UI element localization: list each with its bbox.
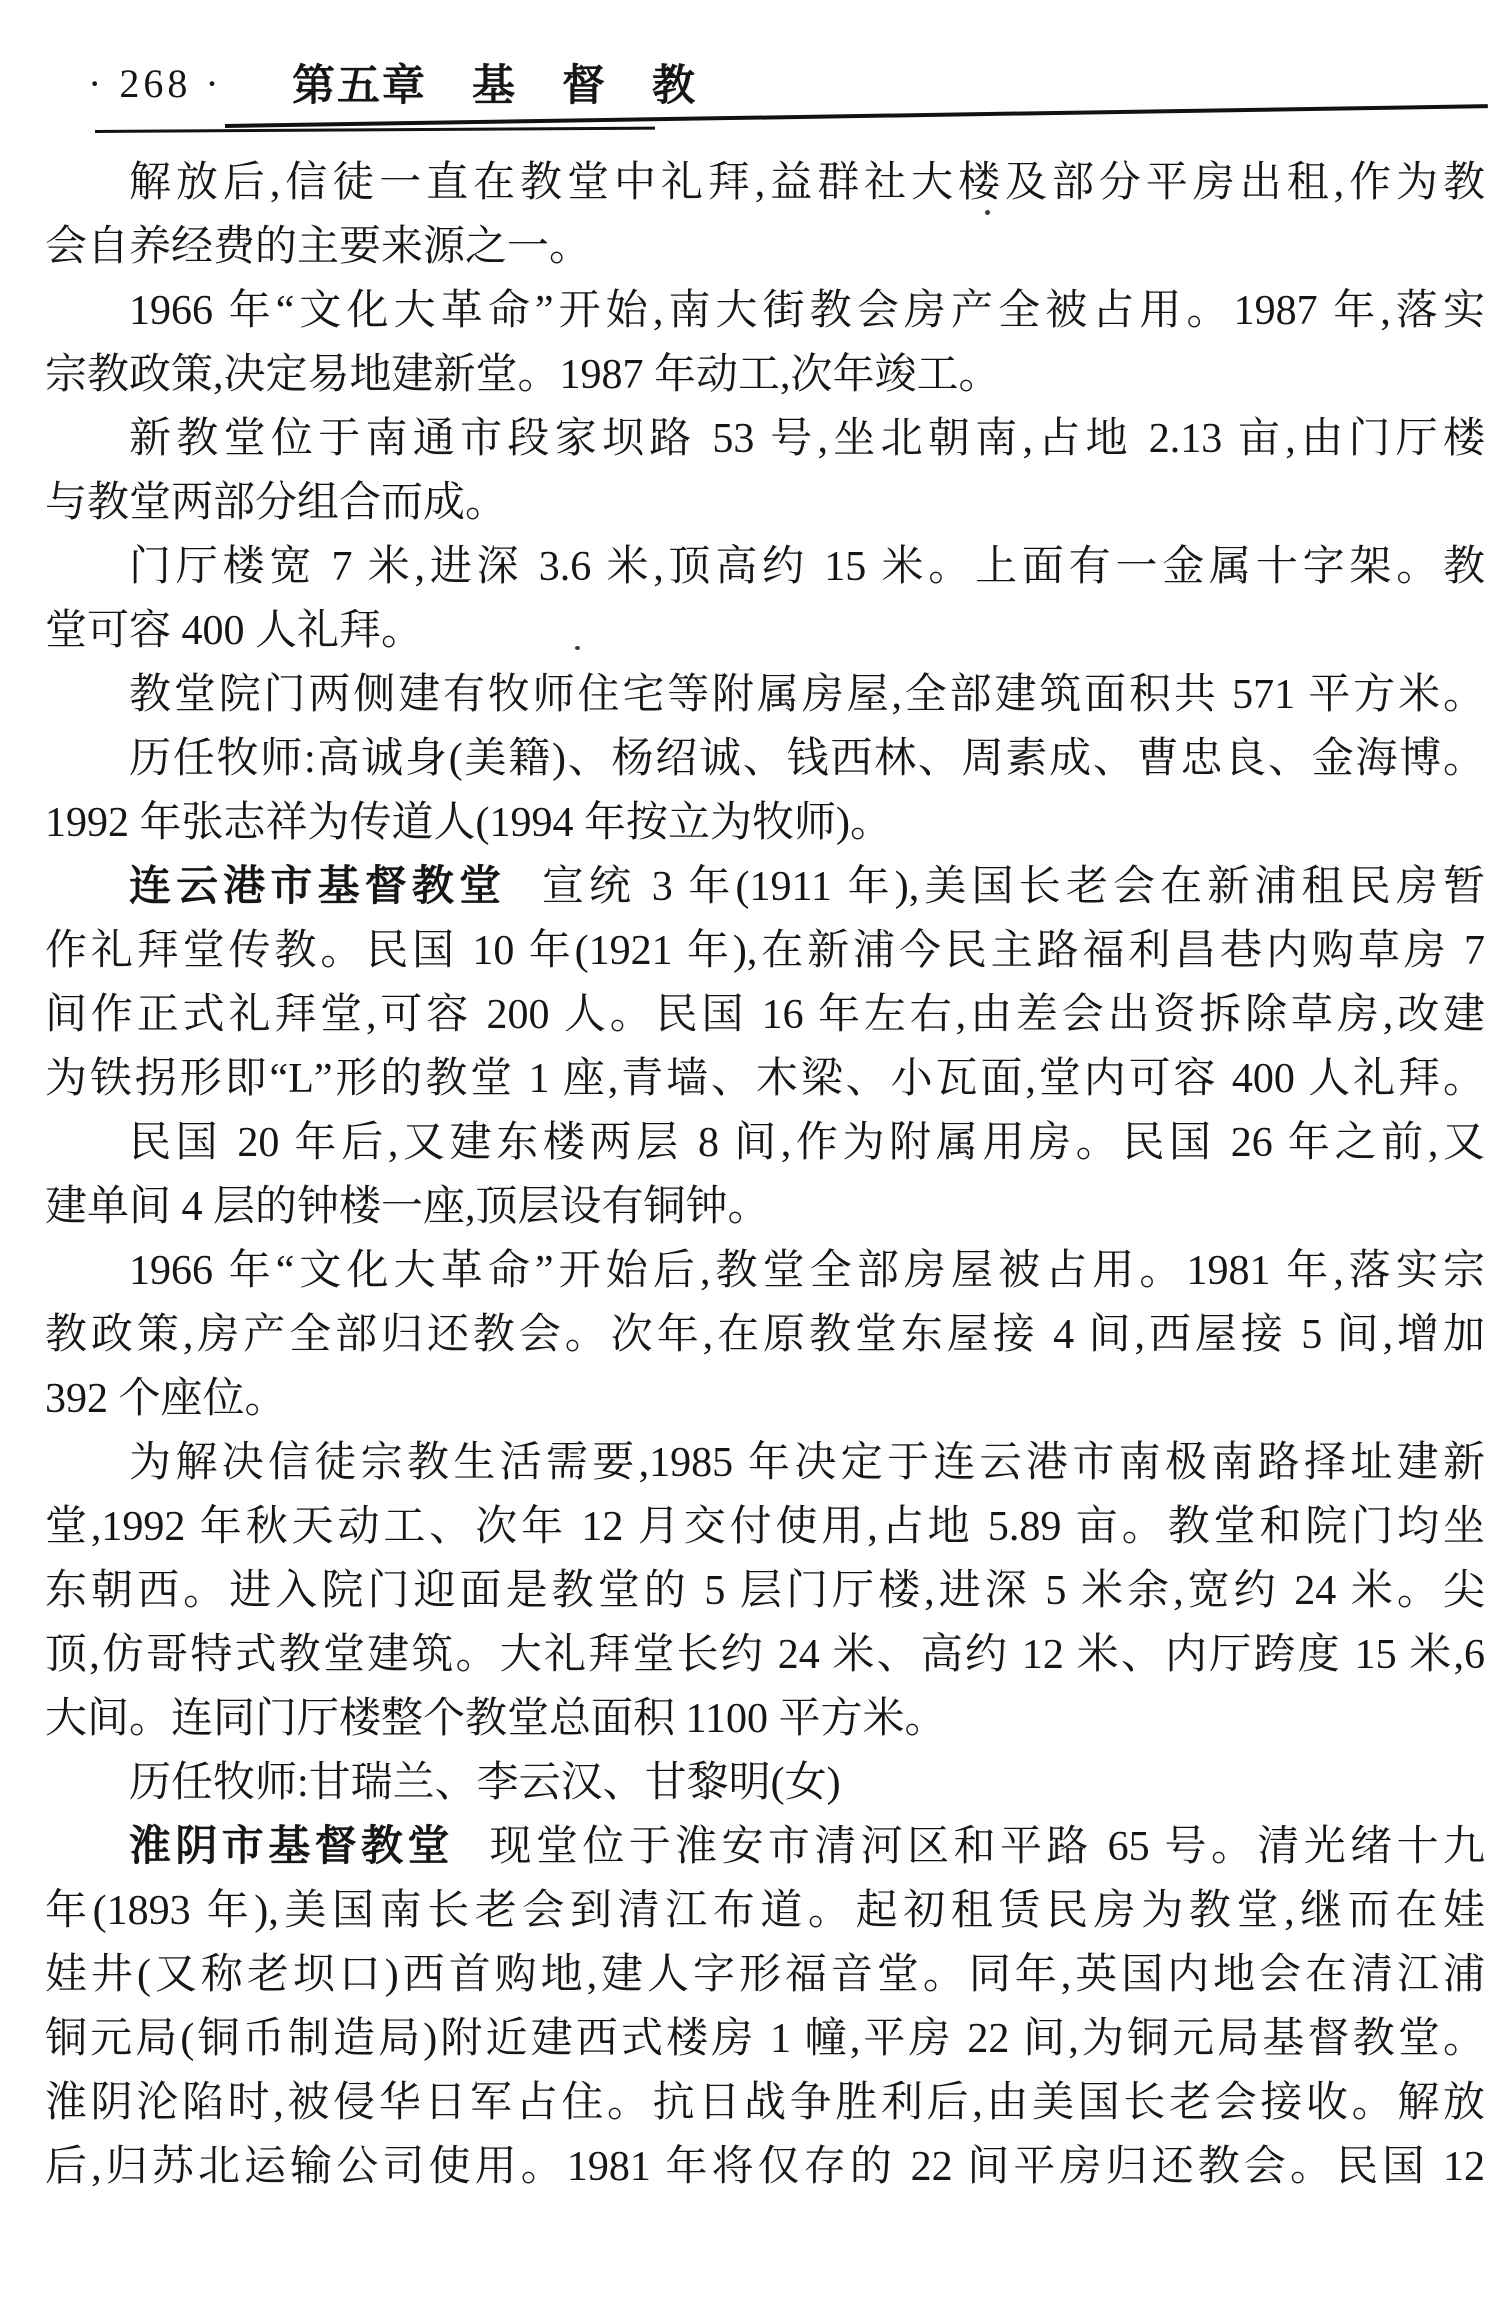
line-text: 为解决信徒宗教生活需要,1985 年决定于连云港市南极南路择址建新 [129, 1440, 1485, 1486]
text-line [45, 1559, 1485, 1623]
line-text: 铜元局(铜币制造局)附近建西式楼房 1 幢,平房 22 间,为铜元局基督教堂。 [45, 2016, 1485, 2062]
text-line [45, 983, 1485, 1047]
text-line [45, 791, 1485, 855]
line-text: 1966 年“文化大革命”开始后,教堂全部房屋被占用。1981 年,落实宗 [129, 1248, 1485, 1294]
text-line [45, 1303, 1485, 1367]
line-text: 娃井(又称老坝口)西首购地,建人字形福音堂。同年,英国内地会在清江浦 [45, 1952, 1485, 1998]
line-text: 宣统 3 年(1911 年),美国长老会在新浦租民房暂 [541, 864, 1485, 910]
line-text: 淮阴沦陷时,被侵华日军占住。抗日战争胜利后,由美国长老会接收。解放 [45, 2080, 1485, 2126]
text-line [45, 599, 1485, 663]
text-line [45, 727, 1485, 791]
text-line [45, 1879, 1485, 1943]
text-line [45, 151, 1485, 215]
line-text: 历任牧师:高诚身(美籍)、杨绍诚、钱西林、周素成、曹忠良、金海博。 [129, 736, 1485, 782]
text-line [45, 215, 1485, 279]
line-text: 解放后,信徒一直在教堂中礼拜,益群社大楼及部分平房出租,作为教 [129, 160, 1485, 206]
section-start-line [45, 1815, 1485, 1879]
line-text: 历任牧师:甘瑞兰、李云汉、甘黎明(女) [129, 1760, 841, 1806]
line-text: 顶,仿哥特式教堂建筑。大礼拜堂长约 24 米、高约 12 米、内厅跨度 15 米,6 [45, 1632, 1485, 1678]
line-text: 民国 20 年后,又建东楼两层 8 间,作为附属用房。民国 26 年之前,又 [129, 1120, 1485, 1166]
text-line [45, 1431, 1485, 1495]
line-text: 堂,1992 年秋天动工、次年 12 月交付使用,占地 5.89 亩。教堂和院门均坐 [45, 1504, 1485, 1550]
page-number: · 268 · [88, 61, 223, 106]
line-text: 教政策,房产全部归还教会。次年,在原教堂东屋接 4 间,西屋接 5 间,增加 [45, 1312, 1485, 1358]
text-line [45, 1239, 1485, 1303]
line-text: 会自养经费的主要来源之一。 [45, 224, 592, 270]
line-text: 后,归苏北运输公司使用。1981 年将仅存的 22 间平房归还教会。民国 12 [45, 2144, 1485, 2190]
text-line [45, 2135, 1485, 2199]
section-start-line [45, 855, 1485, 919]
text-line [45, 535, 1485, 599]
line-text: 东朝西。进入院门迎面是教堂的 5 层门厅楼,进深 5 米余,宽约 24 米。尖 [45, 1568, 1485, 1614]
text-line [45, 407, 1485, 471]
text-line [45, 1943, 1485, 2007]
line-text: 教堂院门两侧建有牧师住宅等附属房屋,全部建筑面积共 571 平方米。 [129, 672, 1485, 718]
text-line [45, 1495, 1485, 1559]
section-heading: 连云港市基督教堂 [129, 864, 507, 910]
text-line [45, 663, 1485, 727]
line-text: 年(1893 年),美国南长老会到清江布道。起初租赁民房为教堂,继而在娃 [45, 1888, 1485, 1934]
line-text: 宗教政策,决定易地建新堂。1987 年动工,次年竣工。 [45, 352, 1001, 398]
text-line [45, 1111, 1485, 1175]
line-text: 与教堂两部分组合而成。 [45, 480, 508, 526]
line-text: 门厅楼宽 7 米,进深 3.6 米,顶高约 15 米。上面有一金属十字架。教 [129, 544, 1485, 590]
text-line [45, 471, 1485, 535]
line-text: 大间。连同门厅楼整个教堂总面积 1100 平方米。 [45, 1696, 947, 1742]
text-line [45, 1367, 1485, 1431]
line-text: 现堂位于淮安市清河区和平路 65 号。清光绪十九 [489, 1824, 1485, 1870]
text-line [45, 1751, 1485, 1815]
text-line [45, 1623, 1485, 1687]
section-heading: 淮阴市基督教堂 [129, 1824, 454, 1870]
text-line [45, 1175, 1485, 1239]
page-body-text [45, 151, 1485, 2199]
text-line [45, 919, 1485, 983]
text-line [45, 343, 1485, 407]
line-text: 作礼拜堂传教。民国 10 年(1921 年),在新浦今民主路福利昌巷内购草房 7 [45, 928, 1485, 974]
scan-speck [985, 210, 990, 215]
scan-speck [575, 646, 580, 650]
line-text: 1966 年“文化大革命”开始,南大街教会房产全被占用。1987 年,落实 [129, 288, 1485, 334]
text-line [45, 2071, 1485, 2135]
chapter-title: 第五章 基 督 教 [292, 62, 697, 110]
header-rule [95, 127, 655, 133]
line-text: 392 个座位。 [45, 1376, 287, 1422]
text-line [45, 2007, 1485, 2071]
text-line [45, 1687, 1485, 1751]
line-text: 新教堂位于南通市段家坝路 53 号,坐北朝南,占地 2.13 亩,由门厅楼 [129, 416, 1485, 462]
line-text: 为铁拐形即“L”形的教堂 1 座,青墙、木梁、小瓦面,堂内可容 400 人礼拜。 [45, 1056, 1485, 1102]
text-line [45, 1047, 1485, 1111]
line-text: 建单间 4 层的钟楼一座,顶层设有铜钟。 [45, 1184, 770, 1230]
line-text: 堂可容 400 人礼拜。 [45, 608, 424, 654]
text-line [45, 279, 1485, 343]
line-text: 间作正式礼拜堂,可容 200 人。民国 16 年左右,由差会出资拆除草房,改建 [45, 992, 1485, 1038]
line-text: 1992 年张志祥为传道人(1994 年按立为牧师)。 [45, 800, 892, 846]
